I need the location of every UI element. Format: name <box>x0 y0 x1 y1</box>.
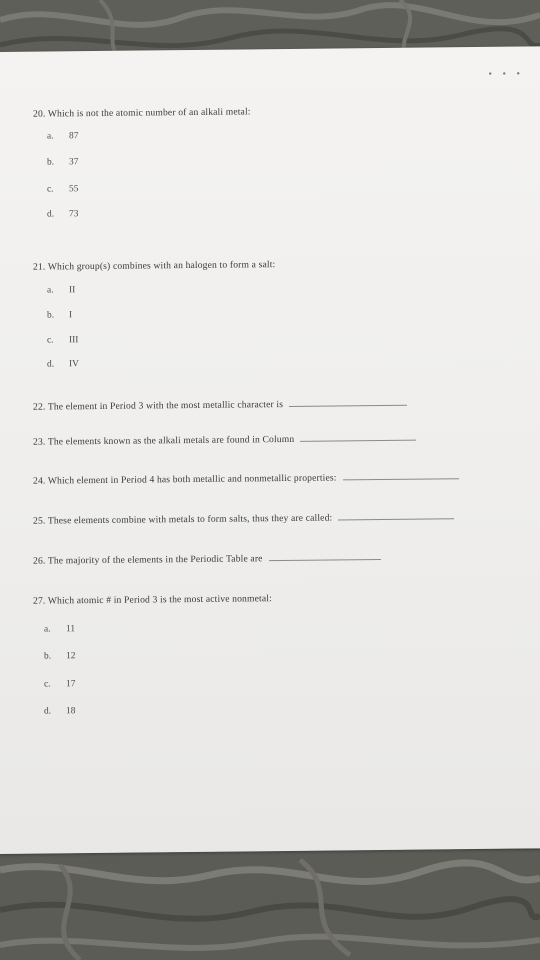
option-27a: a. 11 <box>44 624 76 635</box>
question-25: 25. These elements combine with metals to form salts, thus they are called: <box>33 510 454 526</box>
question-22: 22. The element in Period 3 with the most metallic character is <box>33 397 407 413</box>
option-27c: c. 17 <box>44 679 76 690</box>
option-27b: b. 12 <box>44 651 76 662</box>
option-20d: d. 73 <box>47 209 79 220</box>
answer-blank-24[interactable] <box>343 470 459 480</box>
question-24: 24. Which element in Period 4 has both metallic and nonmetallic properties: <box>33 470 459 486</box>
page-dots: • • • <box>488 68 524 80</box>
option-27d: d. 18 <box>44 706 76 717</box>
question-20: 20. Which is not the atomic number of an alkali metal: <box>33 106 251 120</box>
option-21a: a. II <box>47 285 76 296</box>
answer-blank-23[interactable] <box>300 432 416 442</box>
option-21c: c. III <box>47 335 79 346</box>
option-20b: b. 37 <box>47 157 79 168</box>
answer-blank-26[interactable] <box>269 551 381 561</box>
worksheet-page <box>0 46 540 854</box>
question-23: 23. The elements known as the alkali metals are found in Column <box>33 432 416 448</box>
option-20c: c. 55 <box>47 184 79 195</box>
question-27: 27. Which atomic # in Period 3 is the most active nonmetal: <box>33 593 272 607</box>
option-21b: b. I <box>47 310 73 321</box>
option-20a: a. 87 <box>47 131 79 142</box>
blanket-background-bottom <box>0 850 540 960</box>
question-21: 21. Which group(s) combines with an halogen to form a salt: <box>33 259 276 273</box>
answer-blank-22[interactable] <box>289 397 407 407</box>
option-21d: d. IV <box>47 359 79 370</box>
answer-blank-25[interactable] <box>338 510 454 520</box>
question-26: 26. The majority of the elements in the Periodic Table are <box>33 551 381 567</box>
